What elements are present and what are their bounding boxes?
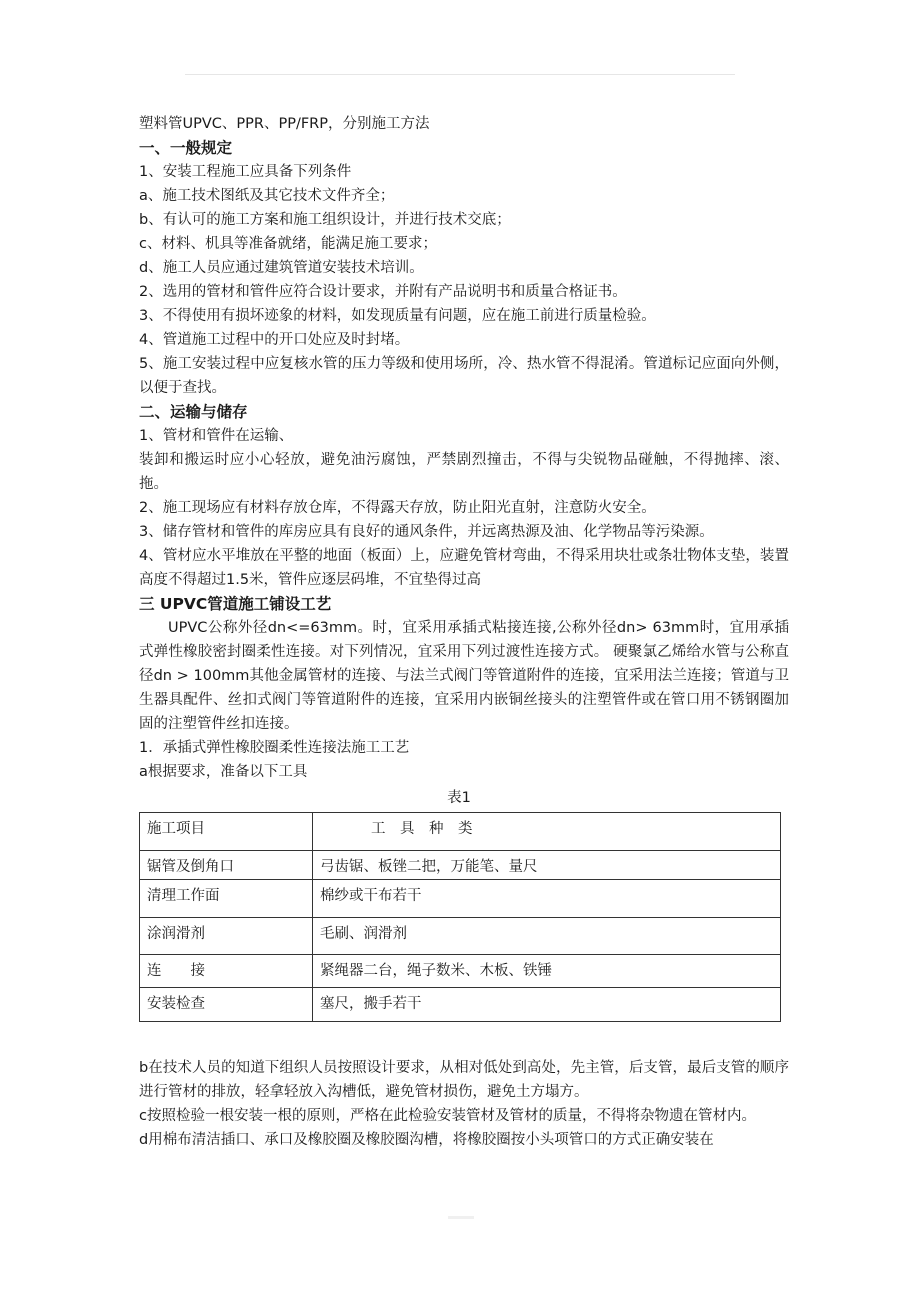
tools-table [139, 812, 781, 1022]
paragraph: 4、管道施工过程中的开口处应及时封堵。 [139, 332, 410, 348]
table-cell: 涂润滑剂 [140, 918, 313, 955]
section-2-heading: 二、运输与储存 [139, 403, 248, 421]
section-3-heading: 三 UPVC管道施工铺设工艺 [139, 595, 332, 613]
subheading: 1．承插式弹性橡胶圈柔性连接法施工工艺 [139, 740, 410, 756]
document-body [139, 112, 789, 1152]
paragraph: c按照检验一根安装一根的原则，严格在此检验安装管材及管材的质量，不得将杂物遗在管材内。 [139, 1108, 756, 1124]
table-row [140, 988, 781, 1022]
table-cell: 毛刷、润滑剂 [313, 918, 781, 955]
table-cell: 棉纱或干布若干 [313, 880, 781, 918]
document-title: 塑料管UPVC、PPR、PP/FRP，分别施工方法 [139, 116, 430, 132]
paragraph: 4、管材应水平堆放在平整的地面（板面）上，应避免管材弯曲，不得采用块壮或条壮物体支垫，装置高度不得超过1.5米，管件应逐层码堆，不宜垫得过高 [139, 548, 789, 588]
footer-mark [448, 1216, 474, 1219]
paragraph: a根据要求，准备以下工具 [139, 764, 308, 780]
section-1-heading: 一、一般规定 [139, 139, 233, 157]
table-caption: 表1 [447, 790, 471, 806]
table-cell: 安装检查 [140, 988, 313, 1022]
paragraph: 装卸和搬运时应小心轻放，避免油污腐蚀，严禁剧烈撞击，不得与尖锐物品碰触，不得抛摔、滚、拖。 [139, 452, 789, 492]
list-item: a、施工技术图纸及其它技术文件齐全； [139, 188, 395, 204]
table-header-cell: 施工项目 [140, 813, 313, 851]
paragraph: 2、施工现场应有材料存放仓库，不得露天存放，防止阳光直射，注意防火安全。 [139, 500, 656, 516]
table-row [140, 955, 781, 988]
paragraph: 1、安装工程施工应具备下列条件 [139, 164, 352, 180]
paragraph: 5、施工安装过程中应复核水管的压力等级和使用场所，冷、热水管不得混淆。管道标记应面向外侧，以便于查找。 [139, 356, 789, 396]
table-cell: 连 接 [140, 955, 313, 988]
list-item: b、有认可的施工方案和施工组织设计，并进行技术交底； [139, 212, 511, 228]
header-rule [185, 74, 735, 75]
paragraph: 2、选用的管材和管件应符合设计要求，并附有产品说明书和质量合格证书。 [139, 284, 627, 300]
table-cell: 清理工作面 [140, 880, 313, 918]
paragraph: b在技术人员的知道下组织人员按照设计要求，从相对低处到高处，先主管，后支管，最后支管的顺序进行管材的排放，轻拿轻放入沟槽低，避免管材损伤，避免土方塌方。 [139, 1060, 789, 1100]
table-header-row [140, 813, 781, 851]
table-row [140, 851, 781, 880]
paragraph: UPVC公称外径dn<=63mm。时，宜采用承插式粘接连接,公称外径dn> 63mm时，宜用承插式弹性橡胶密封圈柔性连接。对下列情况，宜采用下列过渡性连接方式。 硬聚氯乙烯给水管与公称直径dn > 100mm其他金属管材的连接、与法兰式阀门等管道附件的连接，宜采用法兰连接；管道与卫生器具配件、丝扣式阀门等管道附件的连接，宜采用内嵌铜丝接头的注塑管件或在管口用不锈钢圈加固的注塑管件丝扣连接。 [139, 620, 789, 732]
list-item: d、施工人员应通过建筑管道安装技术培训。 [139, 260, 424, 276]
paragraph: 1、管材和管件在运输、 [139, 428, 294, 444]
table-header-cell: 工 具 种 类 [313, 813, 781, 851]
table-cell: 弓齿锯、板锉二把，万能笔、量尺 [313, 851, 781, 880]
paragraph: 3、储存管材和管件的库房应具有良好的通风条件，并远离热源及油、化学物品等污染源。 [139, 524, 714, 540]
table-cell: 紧绳器二台，绳子数米、木板、铁锤 [313, 955, 781, 988]
list-item: c、材料、机具等准备就绪，能满足施工要求； [139, 236, 437, 252]
table-row [140, 880, 781, 918]
paragraph: 3、不得使用有损坏迹象的材料，如发现质量有问题，应在施工前进行质量检验。 [139, 308, 656, 324]
table-row [140, 918, 781, 955]
paragraph: d用棉布清洁插口、承口及橡胶圈及橡胶圈沟槽，将橡胶圈按小头项管口的方式正确安装在 [139, 1132, 714, 1148]
table-cell: 锯管及倒角口 [140, 851, 313, 880]
table-cell: 塞尺，搬手若干 [313, 988, 781, 1022]
